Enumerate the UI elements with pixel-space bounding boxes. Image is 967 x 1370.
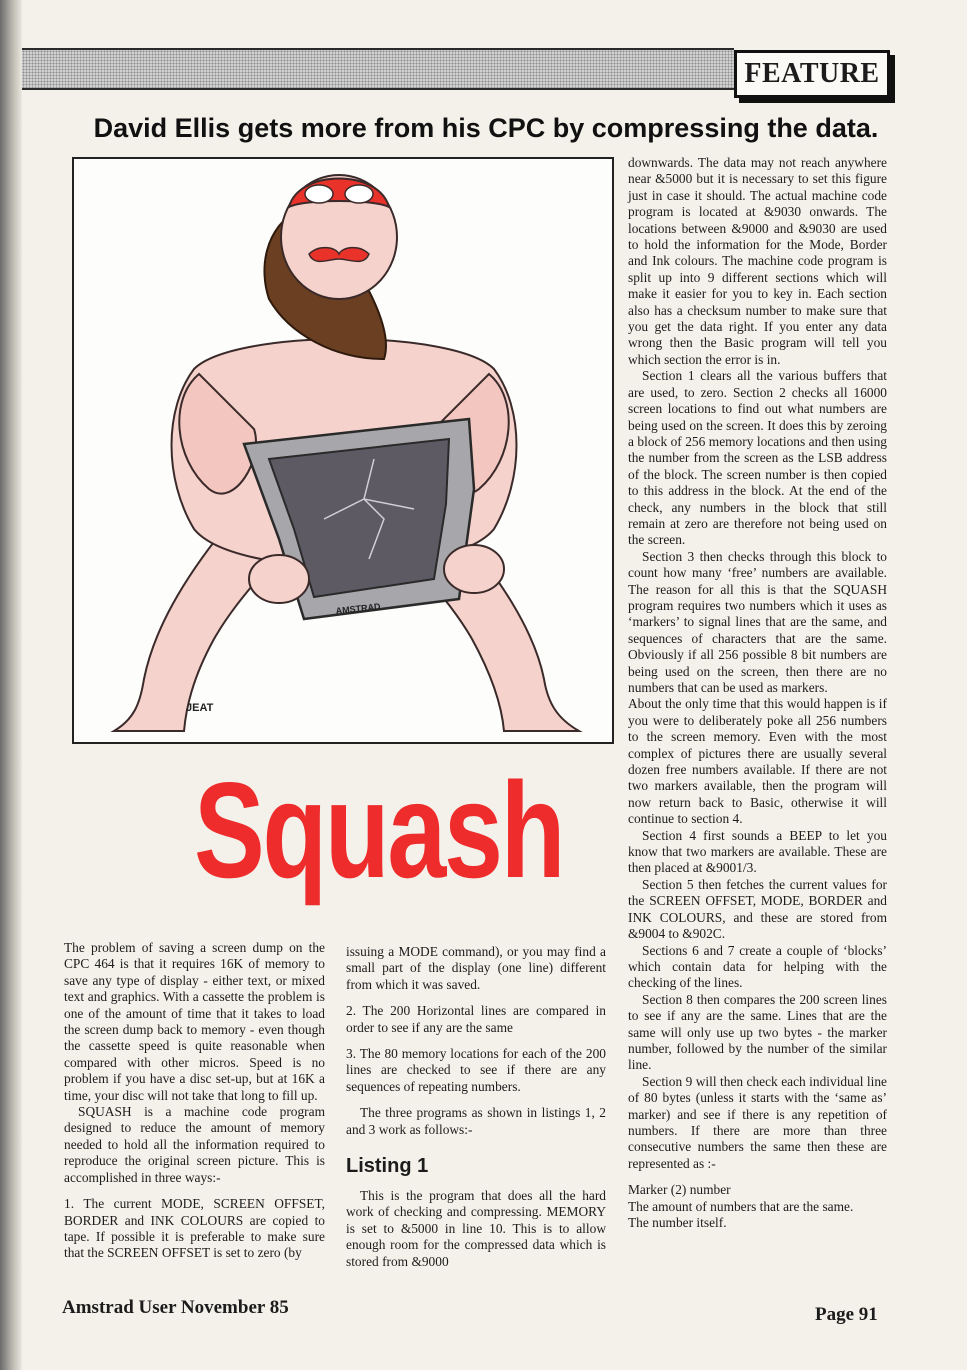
text-column-1 <box>64 940 325 1262</box>
page-binding-edge <box>0 0 22 1370</box>
paragraph: The three programs as shown in listings 1, 2 and 3 work as follows:- <box>346 1105 606 1137</box>
feature-banner-strip <box>22 48 734 90</box>
paragraph: The problem of saving a screen dump on the CPC 464 is that it requires 16K of memory to save any type of display - either text, or mixed text and graphics. With a cassette the problem is one of the amount of time that it takes to load the screen dump back to memory - even though the cassette speed is quite reasonable when compared with other micros. Speed is no problem if you have a disc set-up, but at 16K a time, your disc will not take that long to fill up. <box>64 940 325 1103</box>
headline: David Ellis gets more from his CPC by compressing the data. <box>93 113 879 143</box>
illustration-strongman-squashing-monitor <box>74 159 612 742</box>
right-hand <box>444 545 504 593</box>
paragraph: 1. The current MODE, SCREEN OFFSET, BORDER and INK COLOURS are copied to tape. If possible it is preferable to make sure that the SCREEN OFFSET is set to zero (by <box>64 1196 325 1261</box>
paragraph: issuing a MODE command), or you may find a small part of the display (one line) different from which it was saved. <box>346 944 606 992</box>
paragraph: downwards. The data may not reach anywhere near &5000 but it is necessary to set this figure just in case it should. The actual machine code program is located at &9030 onwards. The locations between &9000 and &9030 are used to hold the information for the Mode, Border and Ink colours. The machine code program is split up into 9 different sections which will make it easier for you to key in. Each section also has a checksum number to make sure that you get the data right. If you enter any data wrong then the Basic program will tell you which section the error is in. <box>628 155 887 367</box>
paragraph: About the only time that this would happen is if you were to deliberately poke all 256 numbers to the screen memory. Even with the most complex of pictures there are usually several dozen free numbers available. If there are not two markers available, then the program will now return back to Basic, otherwise it will continue to section 4. <box>628 696 887 827</box>
illustration-frame <box>72 157 614 744</box>
paragraph: 3. The 80 memory locations for each of the 200 lines are checked to see if there are any sequences of repeating numbers. <box>346 1046 606 1094</box>
feature-tag: FEATURE <box>734 50 890 98</box>
paragraph: 2. The 200 Horizontal lines are compared in order to see if any are the same <box>346 1003 606 1035</box>
paragraph: SQUASH is a machine code program designed to reduce the amount of memory needed to hold all the information required to reproduce the original screen picture. This is accomplished in three ways:- <box>64 1104 325 1185</box>
format-line: Marker (2) number <box>628 1182 731 1198</box>
subheading-listing-1: Listing 1 <box>346 1155 429 1178</box>
left-leg <box>114 529 274 731</box>
artist-signature: JEAT <box>186 702 214 714</box>
paragraph: Sections 6 and 7 create a couple of ‘blocks’ which contain data for helping with the checking of the lines. <box>628 942 887 991</box>
monitor-brand-label: AMSTRAD <box>335 601 381 616</box>
right-eye <box>345 185 373 203</box>
paragraph: Section 5 then fetches the current values for the SCREEN OFFSET, MODE, BORDER and INK COLOURS, and these are stored from &9004 to &902C. <box>628 876 887 942</box>
footer-publication: Amstrad User November 85 <box>62 1297 289 1318</box>
paragraph: Section 3 then checks through this block to count how many ‘free’ numbers are available. The reason for all this is that the SQUASH program requires two numbers which it uses as ‘markers’ to signal lines that are the same, and sequences of characters that are the same. Obviously if all 256 possible 8 bit numbers are being used on the screen, then there are no numbers that can be used as markers. <box>628 548 887 695</box>
text-column-2 <box>346 944 606 1270</box>
paragraph: Section 8 then compares the 200 screen lines to see if any are the same. Lines that are the same will only use up two bytes - the marker number, followed by the number of the similar line. <box>628 991 887 1073</box>
format-line: The amount of numbers that are the same. <box>628 1198 854 1214</box>
left-hand <box>249 555 309 603</box>
format-line: The number itself. <box>628 1215 727 1230</box>
paragraph: This is the program that does all the hard work of checking and compressing. MEMORY is set to &5000 in line 10. This is to allow enough room for the compressed data which is stored from &9000 <box>346 1188 606 1269</box>
paragraph: Section 4 first sounds a BEEP to let you know that two markers are available. These are then placed at &9001/3. <box>628 827 887 876</box>
text-column-3 <box>628 155 887 1231</box>
left-eye <box>305 185 333 203</box>
footer-page-number: Page 91 <box>815 1304 878 1325</box>
article-title: Squash <box>194 754 564 906</box>
paragraph: Section 9 will then check each individual line of 80 bytes (unless it starts with the ‘same as’ marker) and see if there is any repetition of numbers. If there are more than three consecutive numbers the same then these are represented as :- <box>628 1073 887 1171</box>
paragraph: Section 1 clears all the various buffers that are used, to zero. Section 2 checks all 16000 screen locations to find out what numbers are being used on the screen. It does this by zeroing a block of 256 memory locations and then using the number from the screen as the LSB address of the block. The screen number is then copied to this address in the block. At the end of the check, any numbers in the block that still remain at zero are therefore not being used on the screen. <box>628 368 887 548</box>
